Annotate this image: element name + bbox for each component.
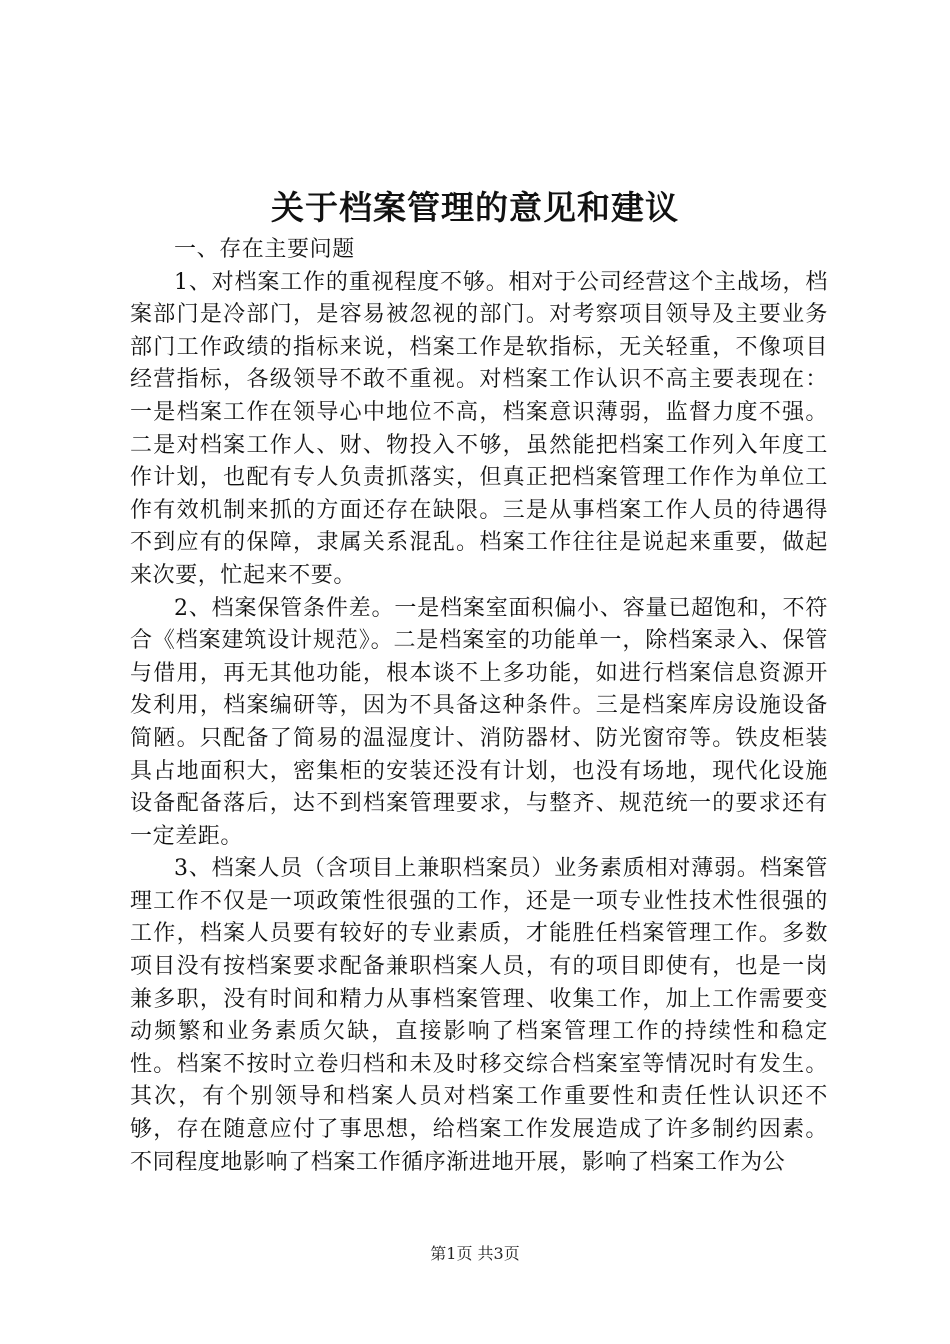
document-title: 关于档案管理的意见和建议: [271, 188, 679, 227]
page-number-footer: 第1页 共3页: [430, 1244, 520, 1263]
document-body: [130, 234, 828, 1179]
section-heading: 一、存在主要问题: [174, 237, 355, 262]
paragraph-2: 2、档案保管条件差。一是档案室面积偏小、容量已超饱和，不符合《档案建筑设计规范》。二是档案室的功能单一，除档案录入、保管与借用，再无其他功能，根本谈不上多功能，如进行档案信息资源开发利用，档案编研等，因为不具备这种条件。三是档案库房设施设备简陋。只配备了简易的温湿度计、消防器材、防光窗帘等。铁皮柜装具占地面积大，密集柜的安装还没有计划，也没有场地，现代化设施设备配备落后，达不到档案管理要求，与整齐、规范统一的要求还有一定差距。: [130, 595, 828, 849]
paragraph-3: 3、档案人员（含项目上兼职档案员）业务素质相对薄弱。档案管理工作不仅是一项政策性很强的工作，还是一项专业性技术性很强的工作，档案人员要有较好的专业素质，才能胜任档案管理工作。多数项目没有按档案要求配备兼职档案人员，有的项目即使有，也是一岗兼多职，没有时间和精力从事档案管理、收集工作，加上工作需要变动频繁和业务素质欠缺，直接影响了档案管理工作的持续性和稳定性。档案不按时立卷归档和未及时移交综合档案室等情况时有发生。其次，有个别领导和档案人员对档案工作重要性和责任性认识还不够，存在随意应付了事思想，给档案工作发展造成了许多制约因素。不同程度地影响了档案工作循序渐进地开展，影响了档案工作为公: [130, 856, 828, 1175]
paragraph-1: 1、对档案工作的重视程度不够。相对于公司经营这个主战场，档案部门是冷部门，是容易被忽视的部门。对考察项目领导及主要业务部门工作政绩的指标来说，档案工作是软指标，无关轻重，不像项目经营指标，各级领导不敢不重视。对档案工作认识不高主要表现在：一是档案工作在领导心中地位不高，档案意识薄弱，监督力度不强。二是对档案工作人、财、物投入不够，虽然能把档案工作列入年度工作计划，也配有专人负责抓落实，但真正把档案管理工作作为单位工作有效机制来抓的方面还存在缺限。三是从事档案工作人员的待遇得不到应有的保障，隶属关系混乱。档案工作往往是说起来重要，做起来次要，忙起来不要。: [130, 269, 828, 588]
